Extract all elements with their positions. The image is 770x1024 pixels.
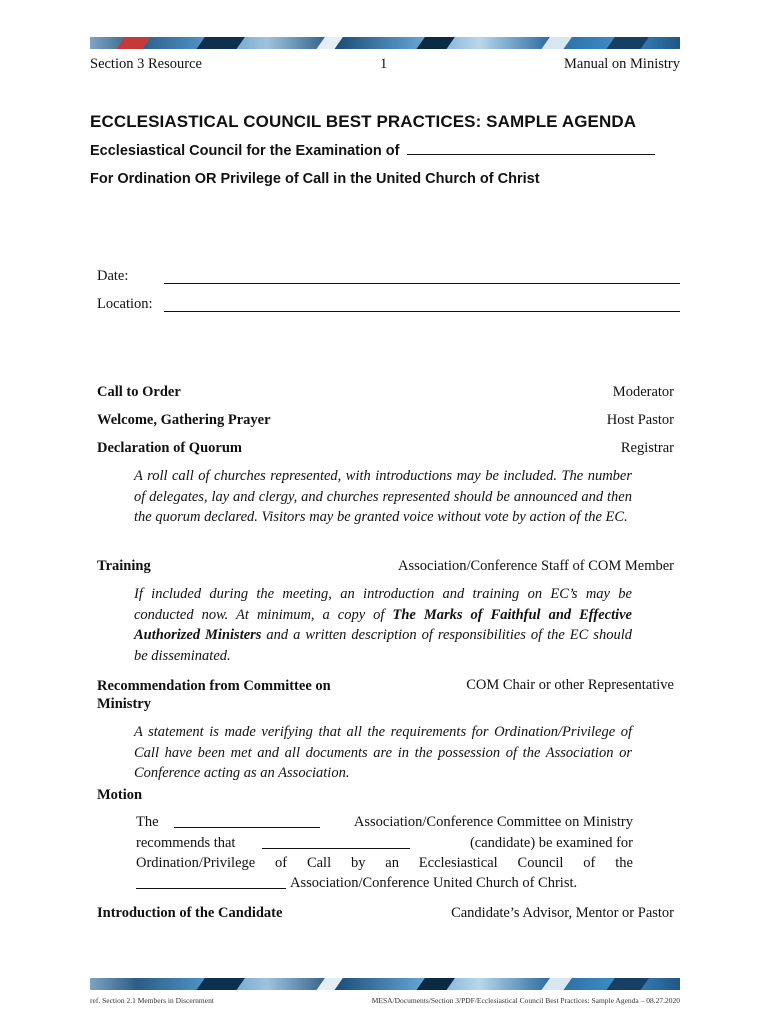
recommendation-note: A statement is made verifying that all the requirements for Ordination/Privilege of Call have been met and all documents are in the possession of the Association or Conference acting as an Association.: [134, 724, 632, 781]
agenda-item-label: Motion: [97, 787, 143, 803]
agenda-item-responsible: Host Pastor: [606, 412, 674, 428]
candidate-blank[interactable]: [262, 848, 410, 849]
candidate-name-blank[interactable]: [407, 143, 655, 155]
agenda-recommendation: [97, 677, 674, 719]
agenda-item-label: Training: [97, 558, 151, 574]
motion-word: of: [583, 855, 596, 871]
motion-text: (candidate) be examined for: [469, 835, 633, 851]
motion-word: Council: [517, 855, 564, 871]
header-section: Section 3 Resource: [90, 56, 202, 72]
agenda-item-label: Introduction of the Candidate: [97, 905, 283, 921]
motion-word: an: [385, 855, 399, 871]
footer-file-path: MESA/Documents/Section 3/PDF/Ecclesiastical Council Best Practices: Sample Agenda – 08.27.2020: [371, 996, 680, 1005]
agenda-item-label: Call to Order: [97, 384, 181, 400]
training-note: [134, 584, 632, 666]
motion-line-4: [136, 873, 633, 893]
motion-text: recommends that: [136, 835, 236, 851]
training-note-end: and a written description of responsibilities of the EC should be disseminated.: [134, 627, 632, 664]
training-note-publication: The Marks of Faithful and Effective Authorized Ministers: [134, 606, 632, 643]
motion-line-3: [136, 853, 633, 873]
recommendation-label-line2: Ministry: [97, 696, 151, 712]
date-field[interactable]: [97, 268, 680, 288]
training-note-start: If included during the meeting, an introduction and training on EC’s may be conducted now. At minimum, a copy of: [134, 586, 632, 623]
date-blank[interactable]: [164, 283, 680, 284]
motion-word: Call: [306, 855, 332, 871]
location-field[interactable]: [97, 296, 680, 316]
motion-word: of: [275, 855, 288, 871]
location-label: Location:: [97, 296, 153, 312]
agenda-item-responsible: Association/Conference Staff of COM Member: [398, 558, 674, 574]
header-manual: Manual on Ministry: [564, 56, 680, 72]
agenda-item-responsible: Moderator: [612, 384, 674, 400]
running-header: [90, 56, 680, 76]
quorum-note: A roll call of churches represented, with introductions may be included. The number of delegates, lay and clergy, and churches represented should be announced and then the quorum declared. Visitors may be granted voice without vote by action of the EC.: [134, 468, 632, 525]
association-name-blank[interactable]: [174, 827, 320, 828]
footer-banner: [90, 978, 680, 990]
agenda-item-label: Welcome, Gathering Prayer: [97, 412, 271, 428]
conference-blank[interactable]: [136, 888, 286, 889]
document-title: ECCLESIASTICAL COUNCIL BEST PRACTICES: SAMPLE AGENDA: [90, 112, 637, 131]
motion-text: Association/Conference Committee on Ministry: [353, 814, 633, 830]
agenda-item-responsible: Candidate’s Advisor, Mentor or Pastor: [451, 905, 674, 921]
page-number: 1: [380, 56, 388, 72]
footer-reference: ref. Section 2.1 Members in Discernment: [90, 996, 214, 1005]
header-banner: [90, 37, 680, 49]
subtitle-examination: [90, 143, 655, 159]
motion-line-2: [136, 833, 633, 853]
motion-line-1: [136, 812, 633, 832]
agenda-item-responsible: COM Chair or other Representative: [466, 677, 674, 693]
motion-text: Association/Conference United Church of Christ.: [290, 875, 578, 891]
motion-word: by: [350, 855, 366, 871]
date-label: Date:: [97, 268, 129, 284]
motion-text: The: [136, 814, 159, 830]
motion-word: Ecclesiastical: [418, 855, 498, 871]
location-blank[interactable]: [164, 311, 680, 312]
motion-word: Ordination/Privilege: [136, 855, 256, 871]
recommendation-label-line1: Recommendation from Committee on: [97, 678, 331, 694]
agenda-item-responsible: Registrar: [620, 440, 674, 456]
subtitle-examination-text: Ecclesiastical Council for the Examination of: [90, 143, 400, 159]
agenda-item-label: [97, 677, 331, 713]
agenda-item-label: Declaration of Quorum: [97, 440, 242, 456]
subtitle-ordination: For Ordination OR Privilege of Call in the United Church of Christ: [90, 171, 540, 187]
motion-word: the: [615, 855, 633, 871]
